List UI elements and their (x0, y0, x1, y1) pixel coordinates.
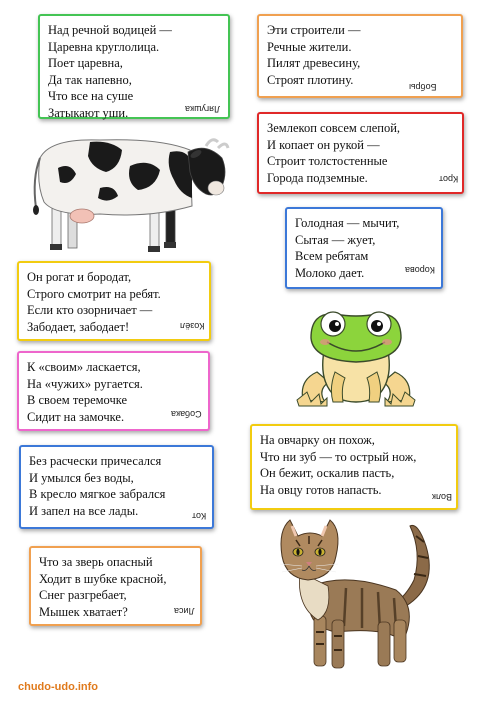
riddle-line: Голодная — мычит, (295, 216, 400, 230)
riddle-line: Строят плотину. (267, 72, 354, 87)
riddle-line: Молоко дает. (295, 265, 365, 280)
riddle-card-wolf (250, 424, 458, 510)
riddle-card-mole (257, 112, 464, 194)
riddle-answer: Собака (171, 409, 202, 419)
riddle-answer: Крот (438, 174, 458, 184)
riddle-line: Он бежит, оскалив пасть, (260, 466, 395, 480)
site-footer-link[interactable]: chudo-udo.info (18, 681, 99, 693)
riddle-line: На овцу готов напасть. (260, 482, 382, 497)
riddle-line: Всем ребятам (295, 249, 369, 263)
riddle-line: Землекоп совсем слепой, (267, 121, 401, 135)
riddle-card-beavers (257, 14, 463, 98)
riddle-line: И умылся без воды, (29, 470, 134, 485)
riddle-line: В своем теремочке (27, 393, 128, 407)
riddle-line: На «чужих» ругается. (27, 376, 143, 391)
riddle-line: Если кто озорничает — (27, 303, 153, 317)
riddle-line: В кресло мягкое забрался (29, 487, 166, 501)
riddle-line: Что все на суше (48, 89, 134, 103)
riddle-answer: Волк (432, 492, 452, 502)
riddle-answer: Корова (405, 265, 435, 275)
riddle-answer: Бобры (409, 82, 437, 92)
riddle-line: Что за зверь опасный (39, 555, 153, 569)
riddle-line: Пилят древесину, (267, 56, 361, 70)
riddle-line: Ходит в шубке красной, (39, 571, 167, 586)
riddle-card-dog (17, 351, 210, 431)
riddle-line: Над речной водицей — (48, 23, 172, 37)
riddle-answer: Лиса (173, 606, 194, 616)
riddle-line: Сидит на замочке. (27, 409, 125, 424)
riddle-line: И копает он рукой — (267, 137, 380, 152)
cat-illustration (266, 516, 446, 676)
riddle-line: Города подземные. (267, 170, 368, 185)
riddle-line: Сытая — жует, (295, 232, 376, 247)
riddle-line: К «своим» ласкается, (27, 360, 141, 374)
frog-illustration (295, 302, 417, 414)
riddle-answer: Лягушка (185, 104, 220, 114)
riddle-line: Поет царевна, (48, 56, 123, 70)
riddle-card-goat (17, 261, 211, 341)
riddle-line: Строит толстостенные (267, 154, 388, 168)
riddle-line: На овчарку он похож, (260, 433, 375, 447)
cow-illustration (30, 128, 230, 256)
riddle-line: Затыкают уши. (48, 105, 129, 120)
riddle-line: Эти строители — (267, 23, 361, 37)
riddle-card-frog (38, 14, 230, 119)
riddle-answer: Кот (191, 511, 206, 521)
riddle-line: Что ни зуб — то острый нож, (260, 449, 417, 464)
riddle-line: Царевна круглолица. (48, 39, 160, 54)
riddle-line: И запел на все лады. (29, 503, 139, 518)
riddle-line: Да так напевно, (48, 72, 132, 87)
riddle-answer: Козёл (180, 321, 205, 331)
riddle-line: Строго смотрит на ребят. (27, 286, 161, 301)
riddle-card-fox (29, 546, 202, 626)
riddle-line: Мышек хватает? (39, 604, 128, 619)
riddle-line: Забодает, забодает! (27, 319, 130, 334)
riddle-line: Речные жители. (267, 39, 352, 54)
riddle-line: Снег разгребает, (39, 588, 127, 602)
riddle-line: Без расчески причесался (29, 454, 162, 468)
riddle-card-cat (19, 445, 214, 529)
riddle-line: Он рогат и бородат, (27, 270, 132, 284)
riddle-card-cow (285, 207, 443, 289)
